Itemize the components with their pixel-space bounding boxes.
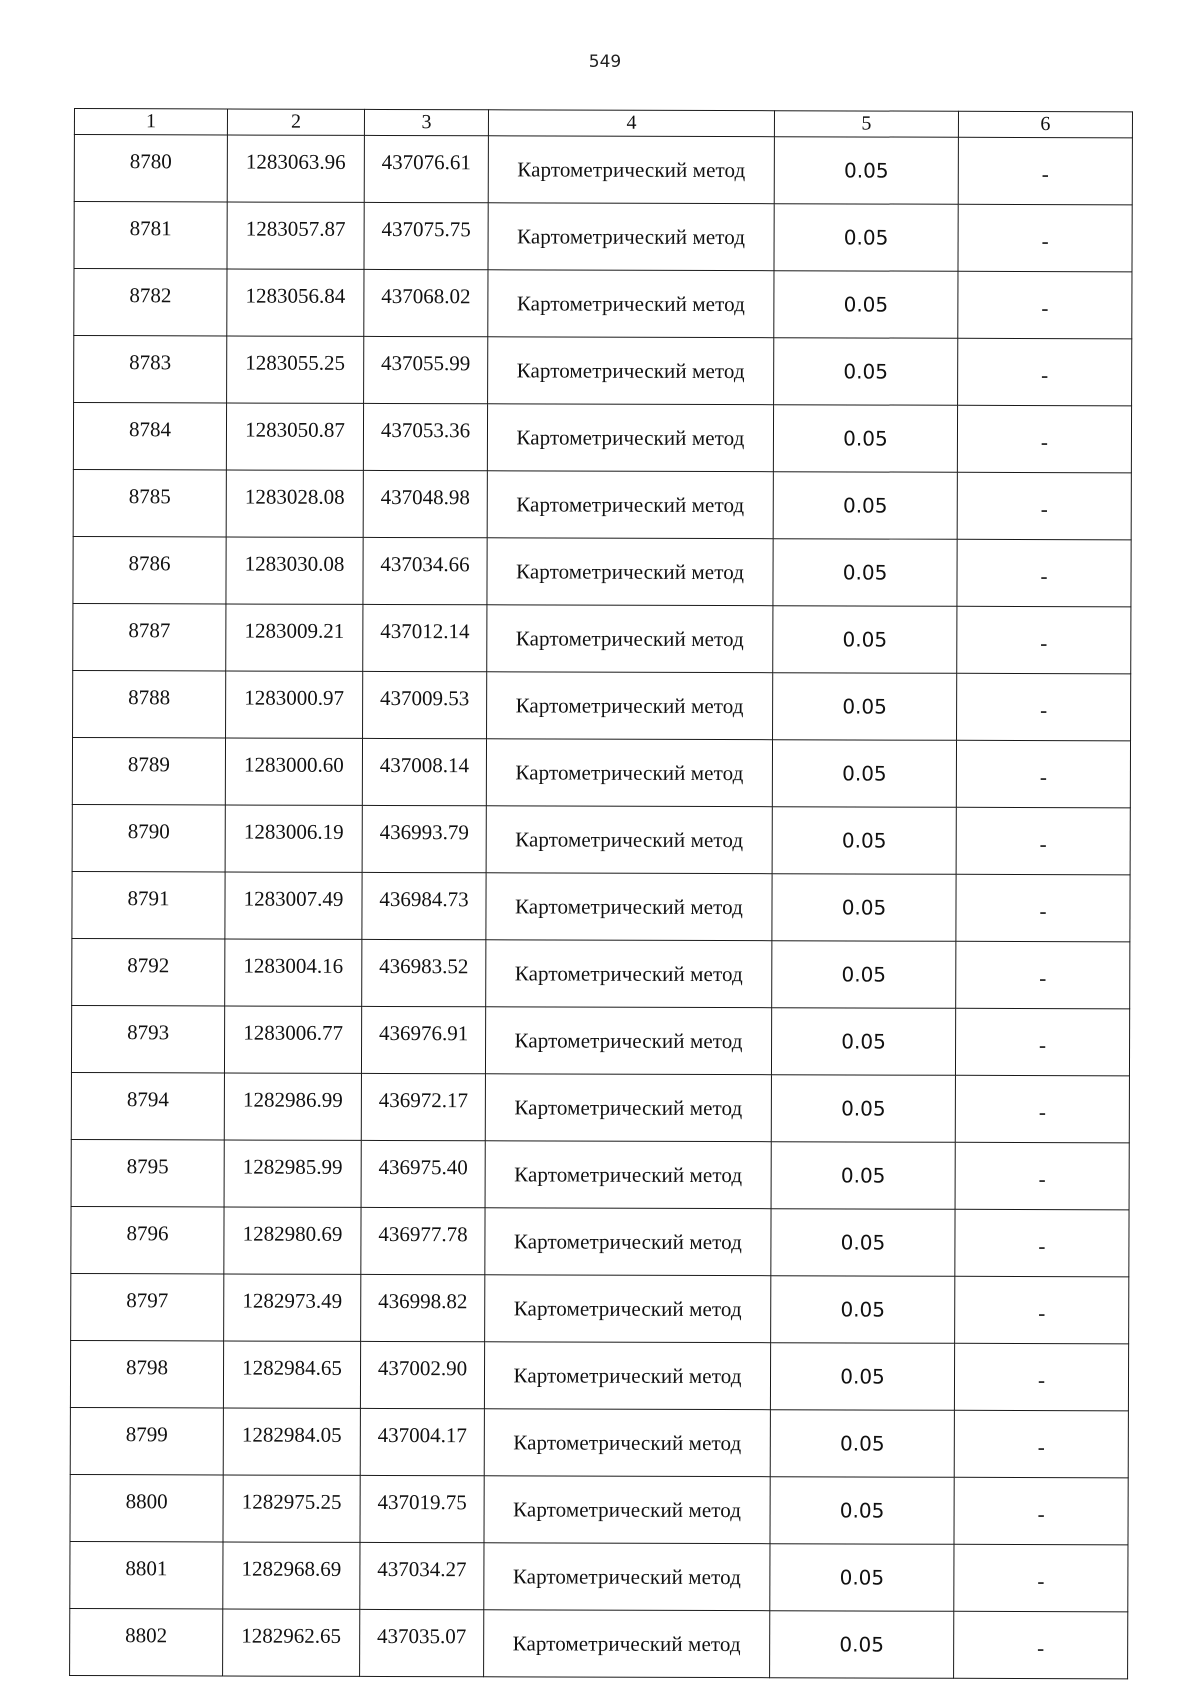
coordinate-y: 437048.98 xyxy=(363,470,487,537)
coordinate-x: 1283057.87 xyxy=(227,202,364,269)
point-number: 8801 xyxy=(70,1541,223,1608)
method-cell: Картометрический метод xyxy=(488,136,774,204)
coordinate-y: 437055.99 xyxy=(364,336,488,403)
coordinate-y: 437034.66 xyxy=(363,537,487,604)
table-row xyxy=(70,1340,1128,1410)
table-row xyxy=(71,1072,1129,1142)
note-cell: - xyxy=(955,1276,1129,1344)
coordinate-y: 436993.79 xyxy=(362,805,486,872)
point-number: 8786 xyxy=(73,536,226,603)
point-number: 8791 xyxy=(72,871,225,938)
coordinate-y: 437076.61 xyxy=(364,135,488,202)
coordinate-y: 436998.82 xyxy=(361,1274,485,1341)
point-number: 8800 xyxy=(70,1474,223,1541)
table-body xyxy=(70,135,1133,1679)
accuracy-cell: 0.05 xyxy=(771,1276,955,1344)
note-cell: - xyxy=(955,1209,1129,1277)
coordinate-x: 1282984.05 xyxy=(223,1408,360,1475)
column-header: 6 xyxy=(958,111,1132,138)
point-number: 8780 xyxy=(74,135,227,202)
table-row xyxy=(73,469,1131,539)
coordinate-x: 1283000.60 xyxy=(225,738,362,805)
accuracy-cell: 0.05 xyxy=(770,1477,954,1545)
accuracy-cell: 0.05 xyxy=(770,1343,954,1411)
table-row xyxy=(71,1206,1129,1276)
accuracy-cell: 0.05 xyxy=(774,338,958,406)
method-cell: Картометрический метод xyxy=(486,873,772,941)
column-header: 4 xyxy=(488,110,774,137)
coordinate-y: 436983.52 xyxy=(362,939,486,1006)
method-cell: Картометрический метод xyxy=(487,538,773,606)
note-cell: - xyxy=(957,405,1131,473)
accuracy-cell: 0.05 xyxy=(771,1008,955,1076)
note-cell: - xyxy=(956,807,1130,875)
coordinate-y: 436984.73 xyxy=(362,872,486,939)
note-cell: - xyxy=(957,673,1131,741)
note-cell: - xyxy=(955,1142,1129,1210)
method-cell: Картометрический метод xyxy=(484,1342,770,1410)
table-row xyxy=(72,871,1130,941)
note-cell: - xyxy=(958,204,1132,272)
table-row xyxy=(74,336,1132,406)
accuracy-cell: 0.05 xyxy=(773,673,957,741)
coordinate-x: 1283055.25 xyxy=(227,336,364,403)
note-cell: - xyxy=(954,1343,1128,1411)
method-cell: Картометрический метод xyxy=(484,1409,770,1477)
coordinates-table xyxy=(69,108,1133,1679)
coordinate-x: 1283056.84 xyxy=(227,269,364,336)
point-number: 8798 xyxy=(70,1340,223,1407)
table-row xyxy=(74,202,1132,272)
table-row xyxy=(73,403,1131,473)
coordinate-x: 1283028.08 xyxy=(226,470,363,537)
coordinate-x: 1283006.19 xyxy=(225,805,362,872)
coordinate-x: 1282980.69 xyxy=(224,1207,361,1274)
coordinate-y: 437019.75 xyxy=(360,1475,484,1542)
method-cell: Картометрический метод xyxy=(485,1208,771,1276)
method-cell: Картометрический метод xyxy=(487,605,773,673)
coordinate-y: 437068.02 xyxy=(364,269,488,336)
method-cell: Картометрический метод xyxy=(484,1476,770,1544)
coordinate-y: 437035.07 xyxy=(360,1609,484,1676)
point-number: 8795 xyxy=(71,1139,224,1206)
point-number: 8794 xyxy=(71,1072,224,1139)
note-cell: - xyxy=(958,271,1132,339)
coordinate-x: 1283030.08 xyxy=(226,537,363,604)
coordinate-x: 1283007.49 xyxy=(225,872,362,939)
method-cell: Картометрический метод xyxy=(485,1074,771,1142)
coordinate-x: 1283006.77 xyxy=(224,1006,361,1073)
table-row xyxy=(71,1273,1129,1343)
table-row xyxy=(73,603,1131,673)
accuracy-cell: 0.05 xyxy=(773,405,957,473)
note-cell: - xyxy=(956,874,1130,942)
note-cell: - xyxy=(958,137,1132,205)
method-cell: Картометрический метод xyxy=(484,1543,770,1611)
note-cell: - xyxy=(954,1410,1128,1478)
accuracy-cell: 0.05 xyxy=(772,740,956,808)
coordinate-x: 1282962.65 xyxy=(223,1609,360,1676)
accuracy-cell: 0.05 xyxy=(771,1209,955,1277)
method-cell: Картометрический метод xyxy=(487,471,773,539)
accuracy-cell: 0.05 xyxy=(774,204,958,272)
note-cell: - xyxy=(954,1544,1128,1612)
coordinate-x: 1282984.65 xyxy=(223,1341,360,1408)
method-cell: Картометрический метод xyxy=(488,203,774,271)
note-cell: - xyxy=(957,539,1131,607)
note-cell: - xyxy=(955,1075,1129,1143)
accuracy-cell: 0.05 xyxy=(773,539,957,607)
note-cell: - xyxy=(954,1611,1128,1679)
accuracy-cell: 0.05 xyxy=(772,941,956,1009)
table-row xyxy=(73,536,1131,606)
point-number: 8792 xyxy=(72,938,225,1005)
note-cell: - xyxy=(958,338,1132,406)
method-cell: Картометрический метод xyxy=(488,337,774,405)
column-header: 2 xyxy=(227,109,364,135)
table-header-row xyxy=(74,109,1132,138)
accuracy-cell: 0.05 xyxy=(772,874,956,942)
point-number: 8789 xyxy=(72,737,225,804)
method-cell: Картометрический метод xyxy=(486,739,772,807)
coordinate-x: 1282975.25 xyxy=(223,1475,360,1542)
accuracy-cell: 0.05 xyxy=(773,472,957,540)
method-cell: Картометрический метод xyxy=(488,270,774,338)
accuracy-cell: 0.05 xyxy=(774,137,958,205)
coordinate-y: 437034.27 xyxy=(360,1542,484,1609)
note-cell: - xyxy=(957,606,1131,674)
coordinate-x: 1282973.49 xyxy=(224,1274,361,1341)
point-number: 8782 xyxy=(74,269,227,336)
page-number: 549 xyxy=(588,52,622,72)
coordinate-x: 1282968.69 xyxy=(223,1542,360,1609)
point-number: 8784 xyxy=(73,403,226,470)
column-header: 1 xyxy=(74,109,227,135)
coordinate-y: 437008.14 xyxy=(362,738,486,805)
table-row xyxy=(72,737,1130,807)
column-header: 3 xyxy=(364,109,488,135)
coordinate-y: 437004.17 xyxy=(360,1408,484,1475)
point-number: 8790 xyxy=(72,804,225,871)
coordinate-x: 1282986.99 xyxy=(224,1073,361,1140)
point-number: 8783 xyxy=(74,336,227,403)
table-row xyxy=(74,269,1132,339)
table-row xyxy=(71,1139,1129,1209)
note-cell: - xyxy=(956,941,1130,1009)
column-header: 5 xyxy=(774,111,958,138)
coordinate-y: 436977.78 xyxy=(361,1207,485,1274)
table-row xyxy=(71,1005,1129,1075)
accuracy-cell: 0.05 xyxy=(772,807,956,875)
method-cell: Картометрический метод xyxy=(485,1007,771,1075)
accuracy-cell: 0.05 xyxy=(773,606,957,674)
coordinate-x: 1282985.99 xyxy=(224,1140,361,1207)
method-cell: Картометрический метод xyxy=(485,1275,771,1343)
coordinates-table-container xyxy=(69,108,1132,1679)
coordinate-y: 436976.91 xyxy=(361,1006,485,1073)
coordinate-y: 437075.75 xyxy=(364,202,488,269)
accuracy-cell: 0.05 xyxy=(770,1611,954,1679)
table-row xyxy=(74,135,1132,205)
method-cell: Картометрический метод xyxy=(487,672,773,740)
method-cell: Картометрический метод xyxy=(486,940,772,1008)
coordinate-y: 437012.14 xyxy=(363,604,487,671)
coordinate-x: 1283009.21 xyxy=(226,604,363,671)
coordinate-x: 1283000.97 xyxy=(226,671,363,738)
coordinate-y: 436975.40 xyxy=(361,1140,485,1207)
note-cell: - xyxy=(956,740,1130,808)
point-number: 8793 xyxy=(71,1005,224,1072)
accuracy-cell: 0.05 xyxy=(770,1410,954,1478)
accuracy-cell: 0.05 xyxy=(770,1544,954,1612)
coordinate-x: 1283004.16 xyxy=(225,939,362,1006)
coordinate-y: 437009.53 xyxy=(363,671,487,738)
method-cell: Картометрический метод xyxy=(486,806,772,874)
point-number: 8787 xyxy=(73,603,226,670)
point-number: 8788 xyxy=(73,670,226,737)
coordinate-y: 437002.90 xyxy=(360,1341,484,1408)
table-row xyxy=(70,1407,1128,1477)
coordinate-x: 1283063.96 xyxy=(227,135,364,202)
accuracy-cell: 0.05 xyxy=(774,271,958,339)
method-cell: Картометрический метод xyxy=(484,1610,770,1678)
point-number: 8781 xyxy=(74,202,227,269)
note-cell: - xyxy=(957,472,1131,540)
table-row xyxy=(70,1541,1128,1611)
point-number: 8797 xyxy=(71,1273,224,1340)
coordinate-y: 436972.17 xyxy=(361,1073,485,1140)
table-row xyxy=(72,938,1130,1008)
point-number: 8802 xyxy=(70,1608,223,1675)
table-row xyxy=(73,670,1131,740)
note-cell: - xyxy=(954,1477,1128,1545)
method-cell: Картометрический метод xyxy=(487,404,773,472)
table-row xyxy=(72,804,1130,874)
method-cell: Картометрический метод xyxy=(485,1141,771,1209)
note-cell: - xyxy=(955,1008,1129,1076)
coordinate-y: 437053.36 xyxy=(363,403,487,470)
table-row xyxy=(70,1474,1128,1544)
accuracy-cell: 0.05 xyxy=(771,1075,955,1143)
table-row xyxy=(70,1608,1128,1678)
point-number: 8785 xyxy=(73,469,226,536)
coordinate-x: 1283050.87 xyxy=(226,403,363,470)
point-number: 8796 xyxy=(71,1206,224,1273)
accuracy-cell: 0.05 xyxy=(771,1142,955,1210)
point-number: 8799 xyxy=(70,1407,223,1474)
